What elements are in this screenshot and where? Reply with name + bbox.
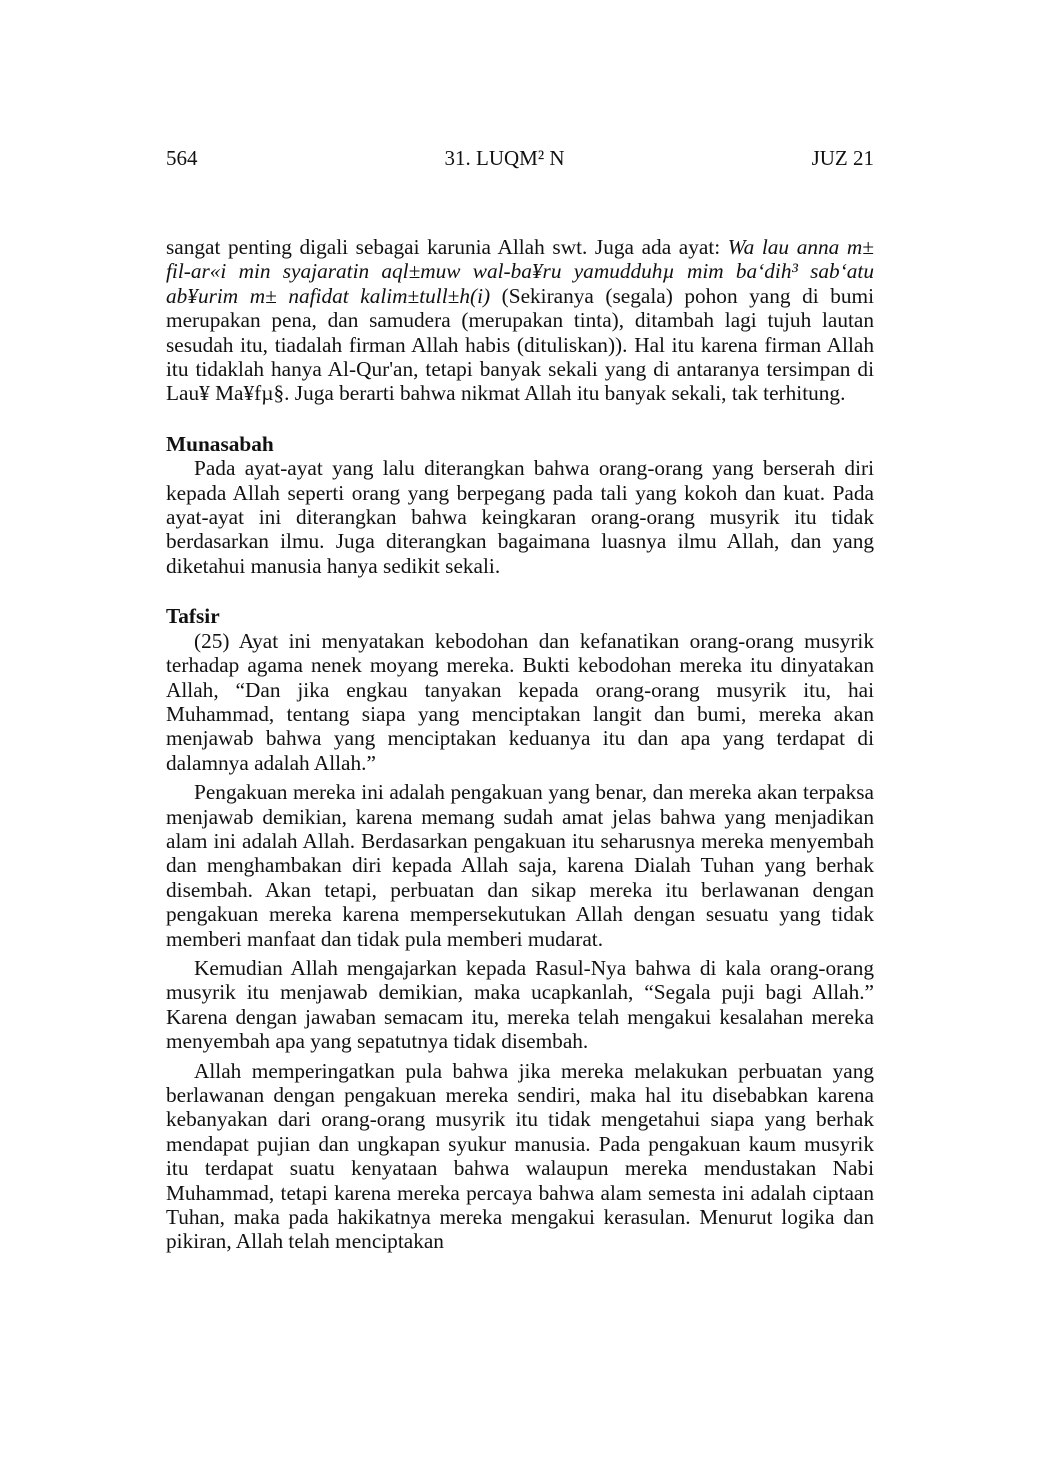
tafsir-paragraph: Kemudian Allah mengajarkan kepada Rasul-Nya bahwa di kala orang-orang musyrik itu menjawab demikian, maka ucapkanlah, “Segala puji bagi Allah.” Karena dengan jawaban semacam itu, mereka telah mengakui kesalahan mereka menyembah apa yang sepatutnya tidak disembah. xyxy=(166,955,874,1054)
tafsir-paragraph: Allah memperingatkan pula bahwa jika mereka melakukan perbuatan yang berlawanan dengan pengakuan mereka sendiri, maka hal itu disebabkan karena kebanyakan dari orang-orang musyrik itu tidak mengetahui siapa yang berhak mendapat pujian dan ungkapan syukur manusia. Pada pengakuan kaum musyrik itu terdapat suatu kenyataan bahwa walaupun mereka mendustakan Nabi Muhammad, tetapi karena mereka percaya bahwa alam semesta ini adalah ciptaan Tuhan, maka pada hakikatnya mereka mengakui kerasulan. Menurut logika dan pikiran, Allah telah menciptakan xyxy=(166,1058,874,1254)
intro-text-start: sangat penting digali sebagai karunia Allah swt. Juga ada ayat: xyxy=(166,235,728,259)
section-spacer xyxy=(166,578,874,604)
tafsir-heading: Tafsir xyxy=(166,604,220,629)
intro-paragraph xyxy=(166,235,874,406)
running-header xyxy=(166,143,874,173)
tafsir-paragraph: Pengakuan mereka ini adalah pengakuan yang benar, dan mereka akan terpaksa menjawab demikian, karena memang sudah amat jelas bahwa yang menjadikan alam ini adalah Allah. Berdasarkan pengakuan itu seharusnya mereka menyembah dan menghambakan diri kepada Allah saja, karena Dialah Tuhan yang berhak disembah. Akan tetapi, perbuatan dan sikap mereka itu berlawanan dengan pengakuan mereka karena mempersekutukan Allah dengan sesuatu yang tidak memberi manfaat dan tidak pula memberi mudarat. xyxy=(166,780,874,951)
surah-title: 31. LUQM² N xyxy=(444,146,565,170)
munasabah-paragraph: Pada ayat-ayat yang lalu diterangkan bahwa orang-orang yang berserah diri kepada Allah seperti orang yang berpegang pada tali yang kokoh dan kuat. Pada ayat-ayat ini diterangkan bahwa keingkaran orang-orang musyrik itu tidak berdasarkan ilmu. Juga diterangkan bagaimana luasnya ilmu Allah, dan yang diketahui manusia hanya sedikit sekali. xyxy=(166,456,874,578)
juz-label: JUZ 21 xyxy=(811,146,874,170)
intro-text-end: (Sekiranya (segala) pohon yang di bumi merupakan pena, dan samudera (merupakan tinta), ditambah lagi tujuh lautan sesudah itu, tiadalah firman Allah habis (dituliskan)). Hal itu karena firman Allah itu tidaklah hanya Al-Qur'an, tetapi banyak sekali yang di antaranya tersimpan di Lau¥ Ma¥fµ§. Juga berarti bahwa nikmat Allah itu banyak sekali, tak terhitung. xyxy=(166,283,874,406)
page-number: 564 xyxy=(166,146,198,170)
munasabah-heading: Munasabah xyxy=(166,431,274,456)
verse-transliteration: Wa lau anna m± fil-ar«i min syajaratin aql±muw wal-ba¥ru yamudduhµ mim ba‘dih³ sab‘atu ab¥urim m± nafidat kalim±tull±h(i) xyxy=(166,235,874,308)
tafsir-paragraph: (25) Ayat ini menyatakan kebodohan dan kefanatikan orang-orang musyrik terhadap agama nenek moyang mereka. Bukti kebodohan mereka itu dinyatakan Allah, “Dan jika engkau tanyakan kepada orang-orang musyrik itu, hai Muhammad, tentang siapa yang menciptakan langit dan bumi, mereka akan menjawab bahwa yang menciptakan keduanya itu dan apa yang terdapat di dalamnya adalah Allah.” xyxy=(166,628,874,775)
document-page xyxy=(166,143,874,1254)
body-text xyxy=(166,235,874,1254)
section-spacer xyxy=(166,406,874,432)
